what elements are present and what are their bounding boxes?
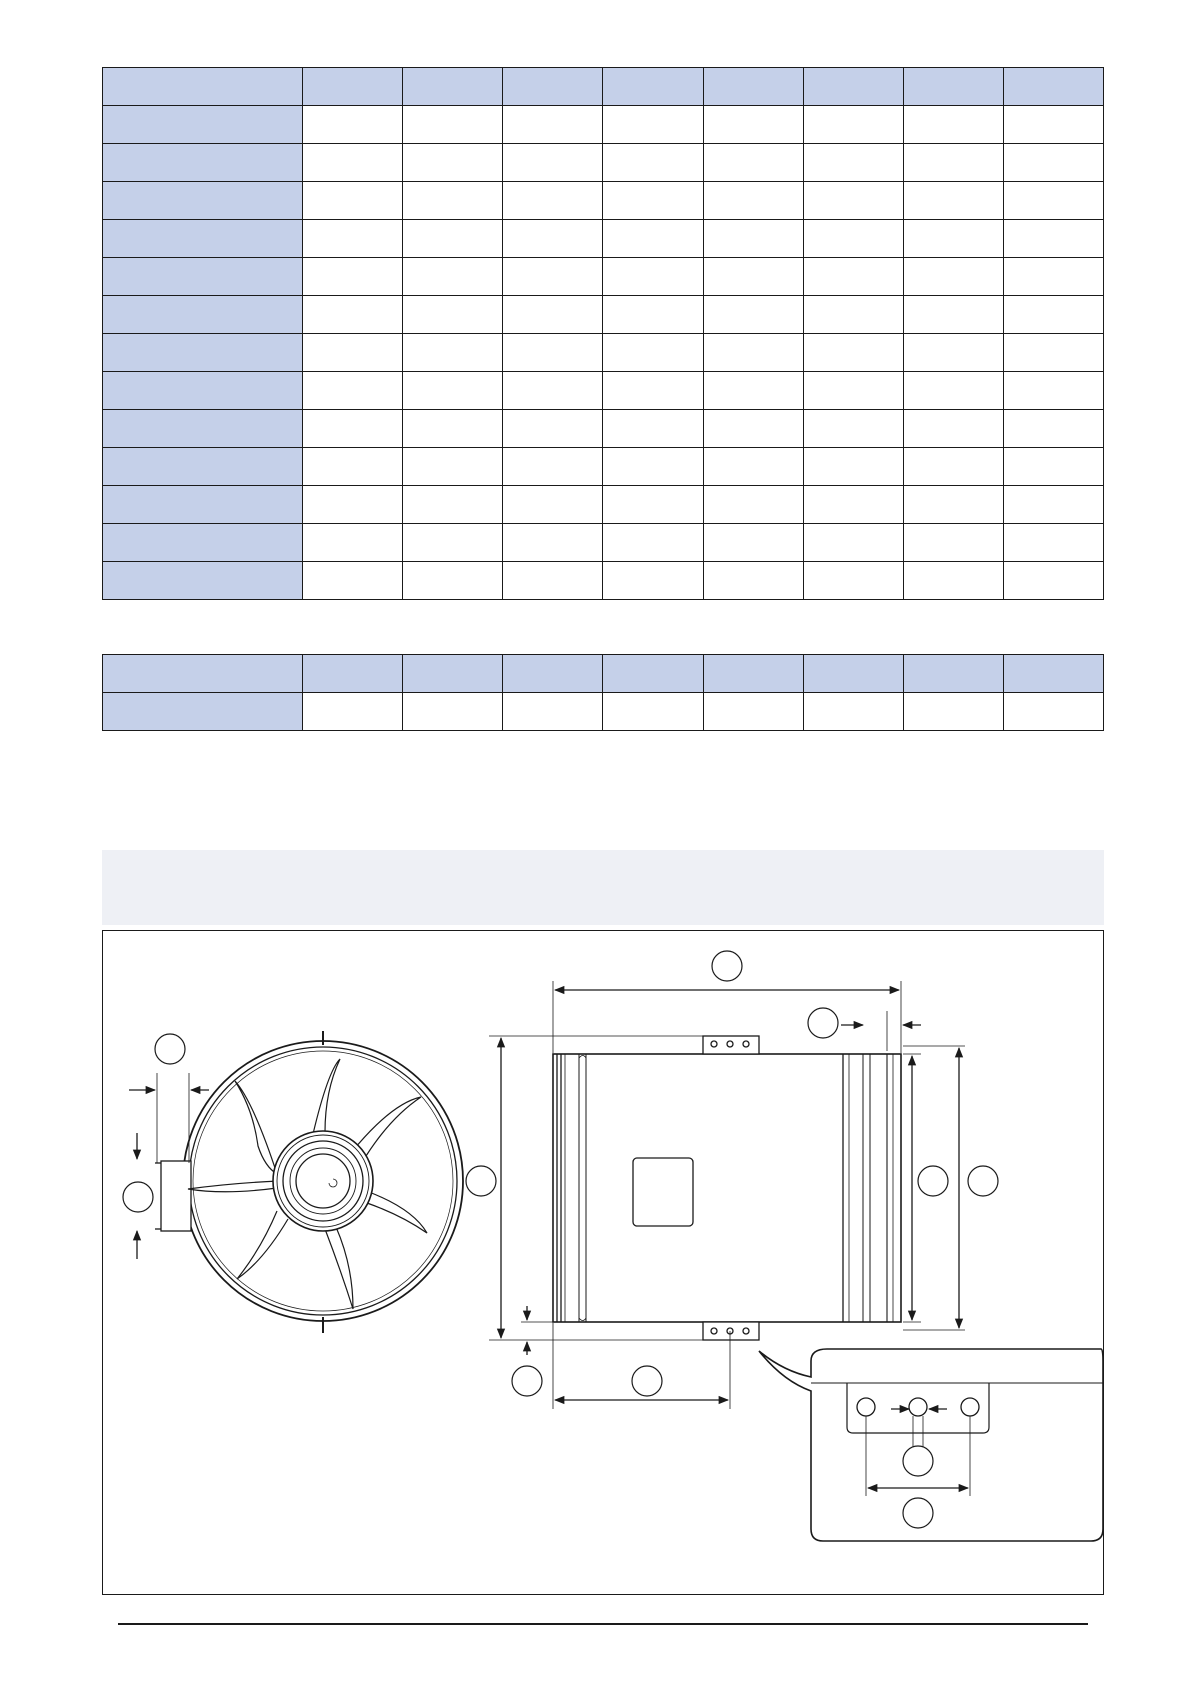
value-cell xyxy=(303,182,403,220)
value-cell xyxy=(303,258,403,296)
value-cell xyxy=(803,410,903,448)
value-cell xyxy=(903,182,1003,220)
table-row xyxy=(103,524,1104,562)
value-cell xyxy=(1003,410,1103,448)
value-cell xyxy=(1003,258,1103,296)
callout-bubble xyxy=(808,1008,838,1038)
value-cell xyxy=(503,562,603,600)
value-cell xyxy=(703,220,803,258)
row-label-cell xyxy=(103,334,303,372)
value-cell xyxy=(303,448,403,486)
value-cell xyxy=(603,182,703,220)
callout-bubble xyxy=(512,1366,542,1396)
table-row xyxy=(103,410,1104,448)
header-cell xyxy=(803,68,903,106)
header-cell xyxy=(703,68,803,106)
value-cell xyxy=(603,562,703,600)
value-cell xyxy=(903,693,1003,731)
table-row xyxy=(103,334,1104,372)
value-cell xyxy=(503,144,603,182)
value-cell xyxy=(1003,486,1103,524)
value-cell xyxy=(503,334,603,372)
value-cell xyxy=(303,296,403,334)
value-cell xyxy=(303,693,403,731)
row-label-cell xyxy=(103,258,303,296)
value-cell xyxy=(303,562,403,600)
value-cell xyxy=(603,448,703,486)
value-cell xyxy=(803,106,903,144)
value-cell xyxy=(703,106,803,144)
value-cell xyxy=(1003,524,1103,562)
row-label-cell xyxy=(103,562,303,600)
value-cell xyxy=(603,486,703,524)
table-row xyxy=(103,486,1104,524)
summary-table xyxy=(102,654,1104,731)
header-label-cell xyxy=(103,655,303,693)
value-cell xyxy=(1003,106,1103,144)
value-cell xyxy=(803,372,903,410)
value-cell xyxy=(603,220,703,258)
callout-bubble xyxy=(466,1166,496,1196)
header-cell xyxy=(303,655,403,693)
value-cell xyxy=(303,372,403,410)
row-label-cell xyxy=(103,296,303,334)
value-cell xyxy=(603,693,703,731)
value-cell xyxy=(503,410,603,448)
value-cell xyxy=(903,372,1003,410)
value-cell xyxy=(603,106,703,144)
value-cell xyxy=(603,334,703,372)
row-label-cell xyxy=(103,410,303,448)
value-cell xyxy=(303,106,403,144)
table-row xyxy=(103,106,1104,144)
value-cell xyxy=(903,258,1003,296)
section-heading-band xyxy=(102,850,1104,925)
header-cell xyxy=(1003,68,1103,106)
callout-bubble xyxy=(903,1498,933,1528)
value-cell xyxy=(403,524,503,562)
header-label-cell xyxy=(103,68,303,106)
row-label-cell xyxy=(103,182,303,220)
value-cell xyxy=(803,486,903,524)
value-cell xyxy=(303,220,403,258)
value-cell xyxy=(1003,144,1103,182)
row-label-cell xyxy=(103,693,303,731)
callout-bubble xyxy=(632,1366,662,1396)
value-cell xyxy=(403,296,503,334)
table-header-row xyxy=(103,68,1104,106)
table-row xyxy=(103,220,1104,258)
value-cell xyxy=(803,296,903,334)
header-cell xyxy=(303,68,403,106)
value-cell xyxy=(903,410,1003,448)
value-cell xyxy=(303,334,403,372)
fan-dimension-drawing xyxy=(103,931,1103,1594)
header-cell xyxy=(803,655,903,693)
value-cell xyxy=(1003,372,1103,410)
value-cell xyxy=(703,448,803,486)
table-row xyxy=(103,693,1104,731)
footer-rule xyxy=(118,1623,1088,1625)
value-cell xyxy=(603,296,703,334)
value-cell xyxy=(303,486,403,524)
value-cell xyxy=(503,258,603,296)
value-cell xyxy=(1003,562,1103,600)
header-cell xyxy=(1003,655,1103,693)
callout-bubble xyxy=(903,1446,933,1476)
value-cell xyxy=(403,144,503,182)
value-cell xyxy=(503,486,603,524)
table-header-row xyxy=(103,655,1104,693)
callout-bubble xyxy=(155,1034,185,1064)
table-row xyxy=(103,296,1104,334)
row-label-cell xyxy=(103,372,303,410)
value-cell xyxy=(703,182,803,220)
row-label-cell xyxy=(103,486,303,524)
table-row xyxy=(103,182,1104,220)
value-cell xyxy=(303,524,403,562)
header-cell xyxy=(903,68,1003,106)
value-cell xyxy=(703,562,803,600)
value-cell xyxy=(903,296,1003,334)
header-cell xyxy=(403,68,503,106)
row-label-cell xyxy=(103,144,303,182)
value-cell xyxy=(803,144,903,182)
value-cell xyxy=(1003,220,1103,258)
table-row xyxy=(103,144,1104,182)
value-cell xyxy=(903,486,1003,524)
value-cell xyxy=(503,182,603,220)
value-cell xyxy=(703,524,803,562)
value-cell xyxy=(603,524,703,562)
callout-bubble xyxy=(123,1182,153,1212)
header-cell xyxy=(703,655,803,693)
header-cell xyxy=(503,655,603,693)
value-cell xyxy=(1003,448,1103,486)
value-cell xyxy=(403,334,503,372)
bracket-detail-view xyxy=(759,1349,1103,1541)
value-cell xyxy=(603,144,703,182)
value-cell xyxy=(603,258,703,296)
value-cell xyxy=(1003,296,1103,334)
table-row xyxy=(103,448,1104,486)
fan-front-view xyxy=(123,1031,463,1333)
value-cell xyxy=(803,524,903,562)
header-cell xyxy=(903,655,1003,693)
value-cell xyxy=(503,372,603,410)
value-cell xyxy=(403,182,503,220)
value-cell xyxy=(503,448,603,486)
table-row xyxy=(103,562,1104,600)
value-cell xyxy=(803,258,903,296)
value-cell xyxy=(803,562,903,600)
table-row xyxy=(103,372,1104,410)
value-cell xyxy=(903,220,1003,258)
value-cell xyxy=(803,693,903,731)
value-cell xyxy=(603,372,703,410)
header-cell xyxy=(603,68,703,106)
value-cell xyxy=(703,258,803,296)
row-label-cell xyxy=(103,524,303,562)
value-cell xyxy=(903,524,1003,562)
value-cell xyxy=(703,334,803,372)
value-cell xyxy=(603,410,703,448)
value-cell xyxy=(503,220,603,258)
row-label-cell xyxy=(103,220,303,258)
value-cell xyxy=(403,448,503,486)
value-cell xyxy=(403,258,503,296)
value-cell xyxy=(803,182,903,220)
specification-table xyxy=(102,67,1104,600)
value-cell xyxy=(703,486,803,524)
value-cell xyxy=(403,220,503,258)
value-cell xyxy=(903,448,1003,486)
row-label-cell xyxy=(103,448,303,486)
fan-side-view xyxy=(466,951,998,1409)
value-cell xyxy=(503,693,603,731)
value-cell xyxy=(503,296,603,334)
value-cell xyxy=(303,144,403,182)
value-cell xyxy=(303,410,403,448)
value-cell xyxy=(403,486,503,524)
value-cell xyxy=(703,410,803,448)
table-row xyxy=(103,258,1104,296)
value-cell xyxy=(803,220,903,258)
value-cell xyxy=(803,334,903,372)
header-cell xyxy=(603,655,703,693)
value-cell xyxy=(1003,334,1103,372)
callout-bubble xyxy=(712,951,742,981)
value-cell xyxy=(903,106,1003,144)
header-cell xyxy=(403,655,503,693)
value-cell xyxy=(703,296,803,334)
value-cell xyxy=(903,144,1003,182)
value-cell xyxy=(703,372,803,410)
value-cell xyxy=(1003,182,1103,220)
value-cell xyxy=(903,562,1003,600)
dimension-drawing xyxy=(102,930,1104,1595)
header-cell xyxy=(503,68,603,106)
value-cell xyxy=(803,448,903,486)
callout-bubble xyxy=(918,1166,948,1196)
value-cell xyxy=(403,410,503,448)
value-cell xyxy=(503,524,603,562)
value-cell xyxy=(1003,693,1103,731)
value-cell xyxy=(403,372,503,410)
value-cell xyxy=(703,144,803,182)
callout-bubble xyxy=(968,1166,998,1196)
value-cell xyxy=(503,106,603,144)
value-cell xyxy=(903,334,1003,372)
value-cell xyxy=(703,693,803,731)
value-cell xyxy=(403,693,503,731)
value-cell xyxy=(403,562,503,600)
value-cell xyxy=(403,106,503,144)
row-label-cell xyxy=(103,106,303,144)
